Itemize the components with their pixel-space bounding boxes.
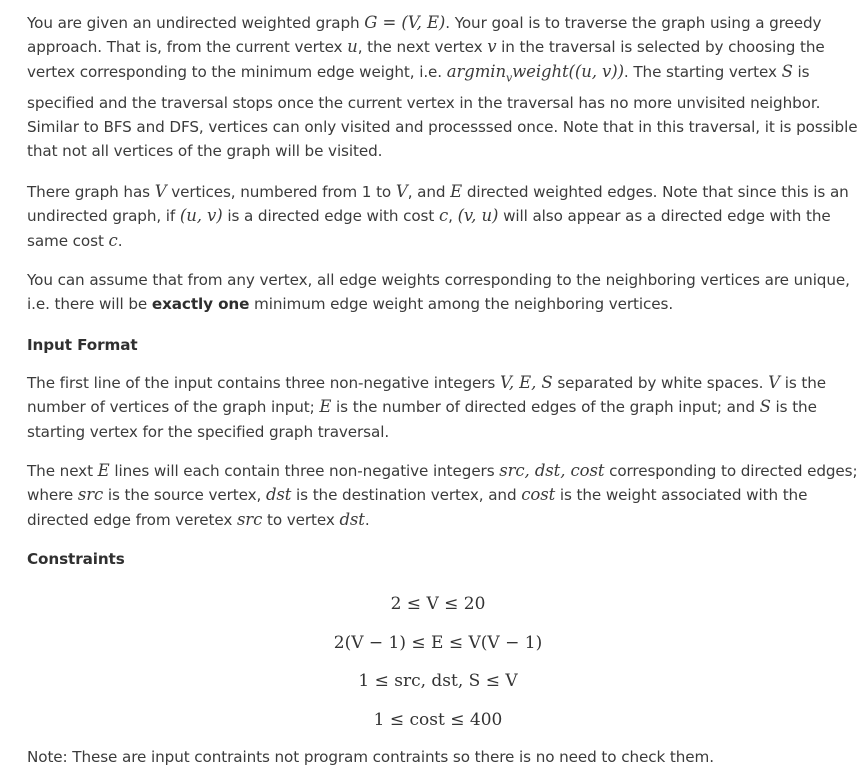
constraint-line-v: 2 ≤ V ≤ 20 (390, 594, 486, 615)
text: minimum edge weight among the neighboring vertices. (249, 295, 674, 314)
math-v-e-s: V, E, S (499, 372, 553, 392)
text: is the source vertex, (103, 486, 266, 505)
math-cost: cost (521, 485, 556, 505)
text: is the starting vertex for the specified graph traversal. (27, 398, 817, 441)
math-argmin-sub: v (506, 71, 513, 85)
math-graph: G = (V, E) (364, 13, 446, 32)
math-v: V (768, 372, 780, 392)
constraints-note: Note: These are input contraints not program contraints so there is no need to check them. (27, 748, 714, 767)
text: , and (407, 182, 451, 201)
math-c: c (438, 206, 449, 226)
text: corresponding to directed edges; where (27, 461, 858, 505)
text: is a directed edge with cost (222, 207, 439, 226)
text: The first line of the input contains three non-negative integers (27, 373, 500, 392)
math-argmin-label: argmin (446, 61, 507, 81)
math-s: S (781, 61, 793, 81)
text: to vertex (262, 510, 340, 529)
math-src: src (236, 509, 263, 529)
math-s: S (759, 397, 771, 417)
emphasis-exactly-one: exactly one (151, 295, 250, 314)
text: , (448, 207, 458, 226)
intro-text: , the next vertex (357, 38, 488, 57)
constraints-block (23, 585, 853, 739)
math-e: E (450, 181, 463, 201)
math-dst: dst (265, 485, 292, 505)
text: . (364, 510, 370, 529)
constraint-line-cost: 1 ≤ cost ≤ 400 (373, 709, 503, 730)
text: is the weight associated with the directed edge from veretex (27, 486, 808, 529)
math-dst: dst (339, 509, 365, 529)
intro-text: You are given an undirected weighted graph (27, 14, 365, 32)
constraints-heading: Constraints (27, 550, 125, 569)
text: The next (27, 461, 98, 480)
math-uv: (u, v) (179, 206, 223, 226)
math-weight-label: weight (512, 61, 569, 81)
math-v: V (154, 181, 167, 201)
intro-paragraph (27, 11, 858, 164)
text: separated by white spaces. (552, 373, 769, 392)
math-u: u (347, 37, 358, 57)
constraint-line-src-dst-s: 1 ≤ src, dst, S ≤ V (358, 671, 518, 692)
text: lines will each contain three non-negative integers (109, 461, 500, 480)
math-vu: (v, u) (457, 206, 499, 226)
math-src: src (77, 485, 104, 505)
intro-text: . The starting vertex (623, 62, 782, 81)
math-e: E (319, 397, 332, 417)
input-first-line-paragraph (27, 371, 858, 444)
intro-text: in the traversal is selected by choosing the vertex corresponding to the minimum edge weight, i.e. (27, 38, 825, 81)
math-e: E (97, 460, 110, 480)
math-argmin (446, 61, 624, 85)
constraint-line-e: 2(V − 1) ≤ E ≤ V(V − 1) (333, 632, 543, 653)
math-v: V (395, 181, 408, 201)
math-src-dst-cost: src, dst, cost (499, 460, 605, 480)
text: directed weighted edges. Note that since this is an undirected graph, if (27, 182, 849, 226)
text: There graph has (27, 182, 155, 201)
intro-text: . Your goal is to traverse the graph using a greedy approach. That is, from the current vertex (27, 14, 822, 57)
text: . (117, 231, 123, 250)
math-v: v (487, 37, 497, 57)
text: You can assume that from any vertex, all edge weights corresponding to the neighboring vertices are unique, i.e. there will be (27, 270, 850, 314)
text: is the number of vertices of the graph input; (27, 373, 826, 417)
graph-description-paragraph (27, 180, 858, 253)
text: is the number of directed edges of the graph input; and (331, 398, 760, 417)
math-c: c (108, 230, 118, 250)
text: vertices, numbered from 1 to (166, 182, 396, 201)
text: will also appear as a directed edge with the same cost (27, 207, 831, 250)
text: is the destination vertex, and (291, 486, 522, 505)
uniqueness-paragraph (27, 268, 858, 317)
intro-text: is specified and the traversal stops once the current vertex in the traversal has no more unvisited neighbor. Similar to BFS and DFS, vertices can only visited and processsed once. Note that in this traversal, it is possible that not all vertices of the graph will be visited. (27, 62, 858, 161)
math-weight-args: ((u, v)) (568, 61, 624, 81)
input-format-heading: Input Format (27, 335, 138, 354)
input-edges-paragraph (27, 459, 858, 532)
